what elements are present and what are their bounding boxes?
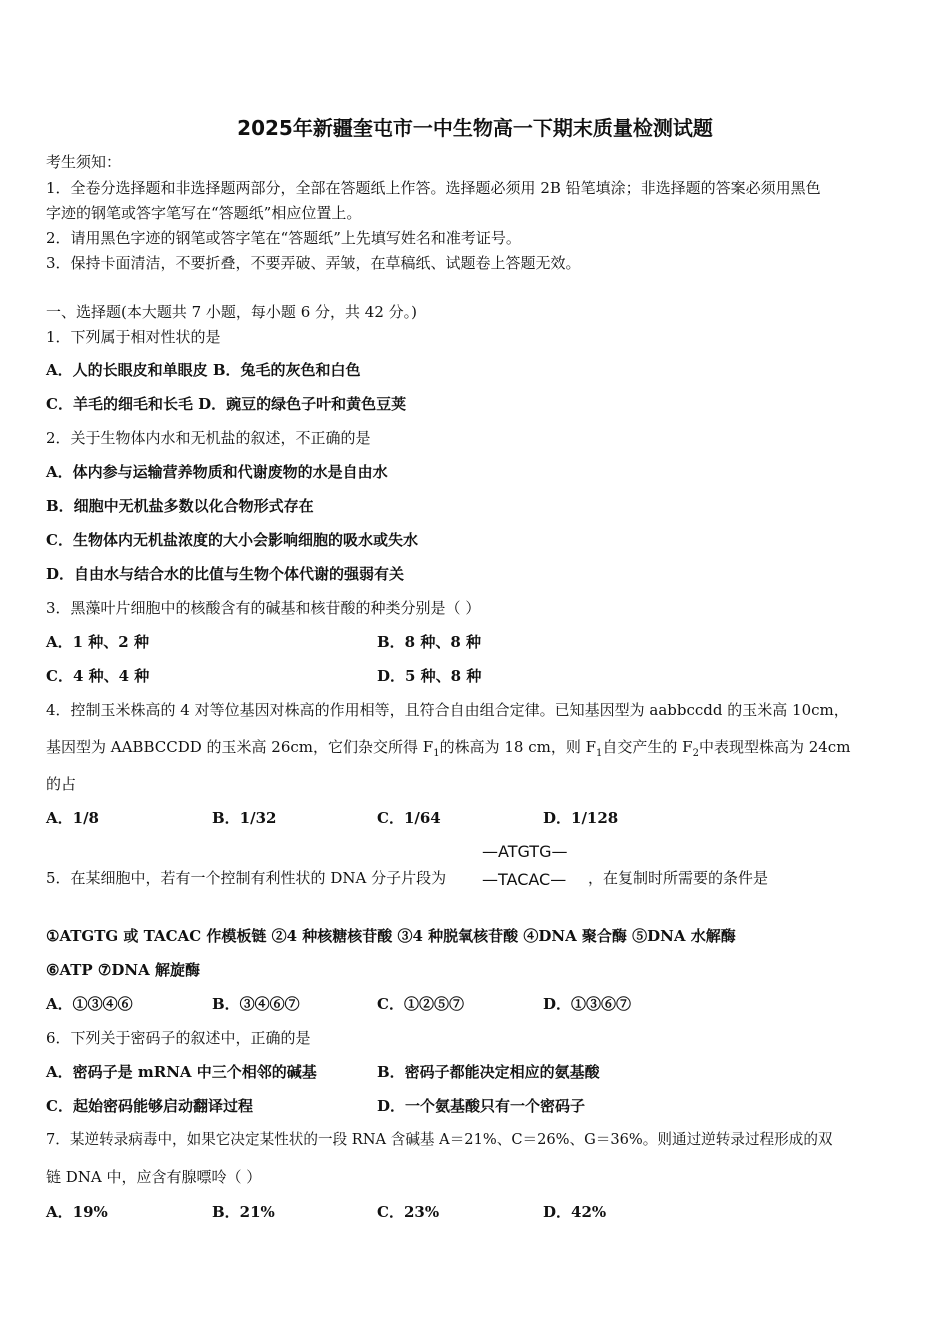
notice-item-1a: 1．全卷分选择题和非选择题两部分，全部在答题纸上作答。选择题必须用 2B 铅笔填涂；非选择题的答案必须用黑色 <box>46 179 821 197</box>
q2-stem: 2．关于生物体内水和无机盐的叙述，不正确的是 <box>46 429 371 447</box>
q2-option-b: B．细胞中无机盐多数以化合物形式存在 <box>46 497 314 515</box>
q4-sub-f1: 1 <box>433 748 440 759</box>
q3-option-a: A．1 种、2 种 <box>46 633 149 651</box>
q7-option-b: B．21% <box>212 1203 275 1221</box>
q2-option-a: A．体内参与运输营养物质和代谢废物的水是自由水 <box>46 463 388 481</box>
q7-option-c: C．23% <box>377 1203 440 1221</box>
notice-item-1b: 字迹的钢笔或答字笔写在“答题纸”相应位置上。 <box>46 204 362 222</box>
q7-option-a: A．19% <box>46 1203 108 1221</box>
q5-option-c: C．①②⑤⑦ <box>377 995 464 1013</box>
q3-stem: 3．黑藻叶片细胞中的核酸含有的碱基和核苷酸的种类分别是（ ） <box>46 599 481 617</box>
q4-option-b: B．1/32 <box>212 809 277 827</box>
q4-option-a: A．1/8 <box>46 809 99 827</box>
notice-item-3: 3．保持卡面清洁，不要折叠，不要弄破、弄皱，在草稿纸、试题卷上答题无效。 <box>46 254 581 272</box>
q7-stem-line2: 链 DNA 中，应含有腺嘌呤（ ） <box>46 1168 262 1186</box>
q5-stem-a: 5．在某细胞中，若有一个控制有利性状的 DNA 分子片段为 <box>46 869 447 887</box>
dna-fragment <box>482 842 586 890</box>
notice-item-2: 2．请用黑色字迹的钢笔或答字笔在“答题纸”上先填写姓名和准考证号。 <box>46 229 521 247</box>
q6-stem: 6．下列关于密码子的叙述中，正确的是 <box>46 1029 311 1047</box>
q6-option-a: A．密码子是 mRNA 中三个相邻的碱基 <box>46 1063 317 1081</box>
q1-options-row1: A．人的长眼皮和单眼皮 B．兔毛的灰色和白色 <box>46 361 361 379</box>
notice-heading: 考生须知： <box>46 153 122 171</box>
q4-stem-text2d: 中表现型株高为 24cm <box>698 738 851 756</box>
q6-option-b: B．密码子都能决定相应的氨基酸 <box>377 1063 600 1081</box>
q6-option-d: D．一个氨基酸只有一个密码子 <box>377 1097 586 1115</box>
q4-option-c: C．1/64 <box>377 809 441 827</box>
q3-option-b: B．8 种、8 种 <box>377 633 481 651</box>
q4-stem-line3: 的占 <box>46 775 77 793</box>
dna-strand-bottom: —TACAC— <box>482 870 567 889</box>
q3-option-c: C．4 种、4 种 <box>46 667 150 685</box>
q5-conditions-1: ①ATGTG 或 TACAC 作模板链 ②4 种核糖核苷酸 ③4 种脱氧核苷酸 ④DNA 聚合酶 ⑤DNA 水解酶 <box>46 927 736 945</box>
q7-stem-line1: 7．某逆转录病毒中，如果它决定某性状的一段 RNA 含碱基 A＝21%、C＝26%、G＝36%。则通过逆转录过程形成的双 <box>46 1131 833 1148</box>
q2-option-c: C．生物体内无机盐浓度的大小会影响细胞的吸水或失水 <box>46 531 418 549</box>
q4-stem-text1: 4．控制玉米株高的 4 对等位基因对株高的作用相等，且符合自由组合定律。已知基因型为 aabbccdd 的玉米高 10cm， <box>46 701 849 719</box>
q4-stem-text2b: 的株高为 18 cm，则 F <box>439 738 597 756</box>
q1-stem: 1．下列属于相对性状的是 <box>46 328 221 346</box>
q6-option-c: C．起始密码能够启动翻译过程 <box>46 1097 253 1115</box>
q3-option-d: D．5 种、8 种 <box>377 667 482 685</box>
q4-option-d: D．1/128 <box>543 809 619 827</box>
q4-sub-f1-b: 1 <box>596 748 603 759</box>
section-heading: 一、选择题(本大题共 7 小题，每小题 6 分，共 42 分。) <box>46 303 417 321</box>
q2-option-d: D．自由水与结合水的比值与生物个体代谢的强弱有关 <box>46 565 405 583</box>
q5-option-b: B．③④⑥⑦ <box>212 995 300 1013</box>
dna-strand-top: —ATGTG— <box>482 842 568 861</box>
q4-sub-f2: 2 <box>692 748 699 759</box>
q4-stem-text2c: 自交产生的 F <box>602 738 693 756</box>
page-title: 2025年新疆奎屯市一中生物高一下期末质量检测试题 <box>237 116 713 140</box>
q4-stem-text2a: 基因型为 AABBCCDD 的玉米高 26cm，它们杂交所得 F <box>46 738 434 756</box>
q5-option-a: A．①③④⑥ <box>46 995 133 1013</box>
q1-options-row2: C．羊毛的细毛和长毛 D．豌豆的绿色子叶和黄色豆荚 <box>46 395 407 413</box>
q4-stem-line1 <box>46 700 849 720</box>
q5-stem-b: ，在复制时所需要的条件是 <box>588 869 769 887</box>
q5-conditions-2: ⑥ATP ⑦DNA 解旋酶 <box>46 961 200 979</box>
q5-option-d: D．①③⑥⑦ <box>543 995 632 1013</box>
q4-stem-line2 <box>46 737 850 764</box>
q7-option-d: D．42% <box>543 1203 607 1221</box>
